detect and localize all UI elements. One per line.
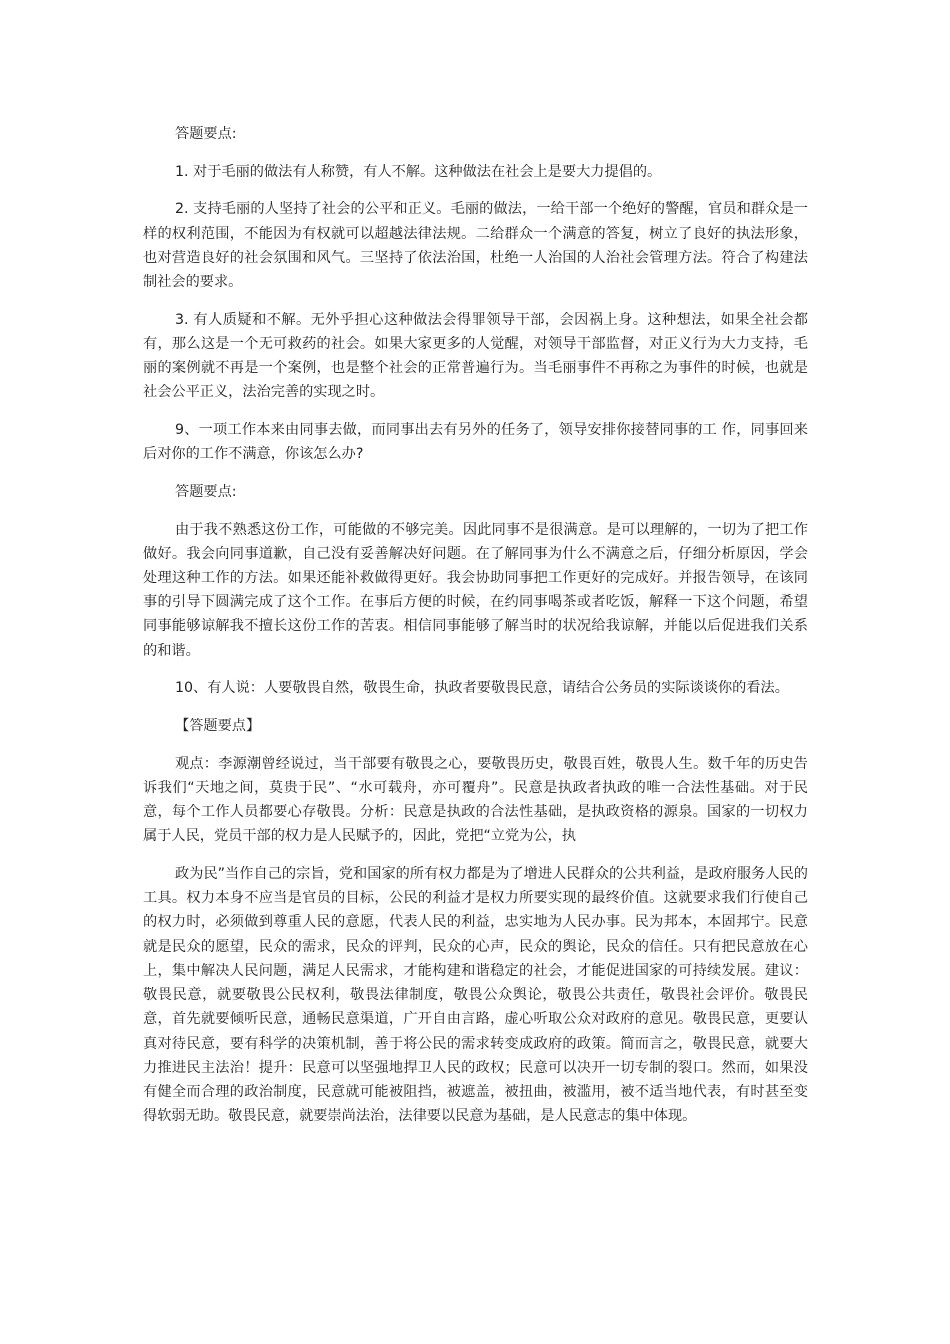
answer-points-heading-2: 答题要点:	[175, 483, 237, 500]
answer-point-2: 2. 支持毛丽的人坚持了社会的公平和正义。毛丽的做法，一给干部一个绝好的警醒，官员和群众是一样的权利范围，不能因为有权就可以超越法律法规。二给群众一个满意的答复，树立了良好的执法形象，也对营造良好的社会氛围和风气。三坚持了依法治国，杜绝一人治国的人治社会管理方法。符合了构建法制社会的要求。	[143, 201, 808, 291]
answer-points-heading: 答题要点:	[175, 126, 237, 142]
answer-9: 由于我不熟悉这份工作，可能做的不够完美。因此同事不是很满意。是可以理解的，一切为了把工作做好。我会向同事道歉，自己没有妥善解决好问题。在了解同事为什么不满意之后，仔细分析原因，学会处理这种工作的方法。如果还能补救做得更好。我会协助同事把工作更好的完成好。并报告领导，在该同事的引导下圆满完成了这个工作。在事后方便的时候，在约同事喝茶或者吃饭，解释一下这个问题，希望同事能够谅解我不擅长这份工作的苦衷。相信同事能够了解当时的状况给我谅解，并能以后促进我们关系的和谐。	[143, 521, 808, 659]
document-body	[143, 122, 808, 1142]
question-9: 9、一项工作本来由同事去做，而同事出去有另外的任务了，领导安排你接替同事的工 作，同事回来后对你的工作不满意，你该怎么办?	[143, 422, 808, 463]
answer-10-part-1: 观点：李源潮曾经说过，当干部要有敬畏之心，要敬畏历史，敬畏百姓，敬畏人生。数千年的历史告诉我们“天地之间，莫贵于民”、“水可载舟，亦可覆舟”。民意是执政者执政的唯一合法性基础。对于民意，每个工作人员都要心存敬畏。分析：民意是执政的合法性基础，是执政资格的源泉。国家的一切权力属于人民，党员干部的权力是人民赋予的，因此，党把“立党为公，执	[143, 755, 808, 845]
answer-point-3: 3. 有人质疑和不解。无外乎担心这种做法会得罪领导干部，会因祸上身。这种想法，如果全社会都有，那么这是一个无可救药的社会。如果大家更多的人觉醒，对领导干部监督，对正义行为大力支持，毛丽的案例就不再是一个案例，也是整个社会的正常普遍行为。当毛丽事件不再称之为事件的时候，也就是社会公平正义，法治完善的实现之时。	[143, 311, 808, 401]
answer-point-1: 1. 对于毛丽的做法有人称赞，有人不解。这种做法在社会上是要大力提倡的。	[175, 163, 662, 180]
answer-points-heading-3: 【答题要点】	[175, 718, 261, 735]
answer-10-part-2: 政为民”当作自己的宗旨，党和国家的所有权力都是为了增进人民群众的公共利益，是政府服务人民的工具。权力本身不应当是官员的目标，公民的利益才是权力所要实现的最终价值。这就要求我们行使自己的权力时，必须做到尊重人民的意愿，代表人民的利益，忠实地为人民办事。民为邦本，本固邦宁。民意就是民众的愿望，民众的需求，民众的评判，民众的心声，民众的舆论，民众的信任。只有把民意放在心上，集中解决人民问题，满足人民需求，才能构建和谐稳定的社会，才能促进国家的可持续发展。建议：敬畏民意，就要敬畏公民权利，敬畏法律制度，敬畏公众舆论，敬畏公共责任，敬畏社会评价。敬畏民意，首先就要倾听民意，通畅民意渠道，广开自由言路，虚心听取公众对政府的意见。敬畏民意，更要认真对待民意，要有科学的决策机制，善于将公民的需求转变成政府的政策。简而言之，敬畏民意，就要大力推进民主法治！提升：民意可以坚强地捍卫人民的政权；民意可以决开一切专制的裂口。然而，如果没有健全而合理的政治制度，民意就可能被阻挡，被遮盖，被扭曲，被滥用，被不适当地代表，有时甚至变得软弱无助。敬畏民意，就要崇尚法治，法律要以民意为基础，是人民意志的集中体现。	[143, 866, 808, 1125]
question-10: 10、有人说：人要敬畏自然，敬畏生命，执政者要敬畏民意，请结合公务员的实际谈谈你的看法。	[175, 680, 789, 697]
